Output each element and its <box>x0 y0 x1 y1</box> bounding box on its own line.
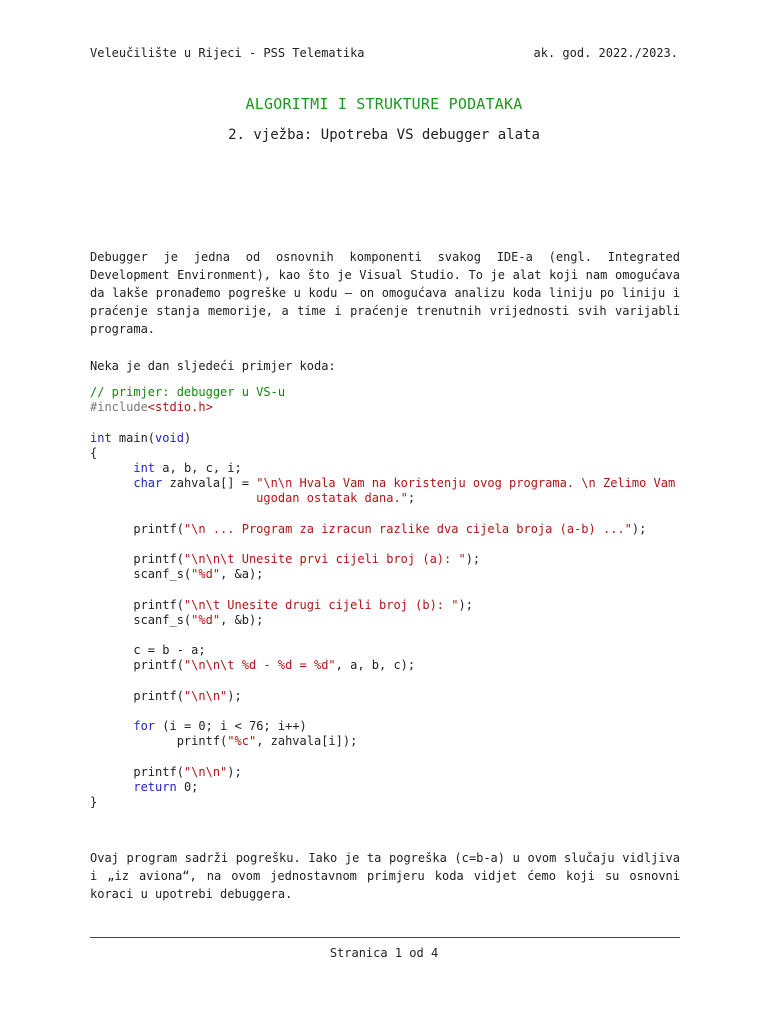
code-string: "\n ... Program za izracun razlike dva cijela broja (a-b) ..." <box>183 521 632 536</box>
closing-paragraph: Ovaj program sadrži pogrešku. Iako je ta pogreška (c=b-a) u ovom slučaju vidljiva i „iz aviona“, na ovom jednostavnom primjeru koda vidjet ćemo koji su osnovni koraci u upotrebi debuggera. <box>90 851 680 901</box>
document-subtitle: 2. vježba: Upotreba VS debugger alata <box>228 127 540 143</box>
code-line-blank <box>90 674 690 689</box>
code-line-blank <box>90 704 690 719</box>
code-include-header: <stdio.h> <box>147 400 213 415</box>
code-text: printf( <box>133 521 184 536</box>
code-text: ); <box>227 688 242 703</box>
code-string: "%d" <box>191 567 221 582</box>
code-text: a, b, c, i; <box>155 460 242 475</box>
code-line-blank <box>90 537 690 552</box>
code-string: "\n\n Hvala Vam na koristenju ovog programa. \n Zelimo Vam <box>256 476 676 491</box>
code-line-assign-c <box>90 643 690 658</box>
code-keyword: char <box>133 476 163 491</box>
code-text: { <box>90 445 98 460</box>
code-keyword: for <box>133 719 156 734</box>
code-text: printf( <box>176 734 228 749</box>
page-header <box>90 46 678 62</box>
code-text: , zahvala[i]); <box>256 734 358 749</box>
header-academic-year: ak. god. 2022./2023. <box>533 46 678 60</box>
code-line-printf-drugi <box>90 598 690 613</box>
code-text: , &a); <box>220 567 264 582</box>
code-line-main <box>90 431 690 446</box>
page-number: Stranica 1 od 4 <box>329 946 439 960</box>
intro-paragraph: Debugger je jedna od osnovnih komponenti svakog IDE-a (engl. Integrated Development Environment), kao što je Visual Studio. To je alat koji nam omogućava da lakše pronađemo pogreške u kodu – on omogućava analizu koda liniju po liniju i praćenje stanja memorije, a time i praćenje trenutnih vrijednosti svih varijabli programa. <box>90 250 680 336</box>
code-text: printf( <box>133 658 184 673</box>
code-string: "\n\t Unesite drugi cijeli broj (b): " <box>183 597 459 612</box>
code-string: "\n\n" <box>183 764 228 779</box>
code-line-printf-program <box>90 522 690 537</box>
code-line-printf-prvi <box>90 552 690 567</box>
code-text: printf( <box>133 597 184 612</box>
code-keyword: return <box>133 779 177 794</box>
code-line-blank <box>90 415 690 430</box>
code-include-directive: #include <box>90 400 148 415</box>
code-intro: Neka je dan sljedeći primjer koda: <box>90 359 336 373</box>
code-text: ; <box>407 491 416 506</box>
code-text: ) <box>183 430 192 445</box>
code-text: printf( <box>133 552 184 567</box>
code-line-scanf-b <box>90 613 690 628</box>
code-string: ugodan ostatak dana." <box>256 491 408 506</box>
code-text: zahvala[] = <box>162 476 257 491</box>
code-line-for <box>90 719 690 734</box>
code-line-scanf-a <box>90 567 690 582</box>
code-text: ); <box>465 552 481 567</box>
code-line-decl-vars <box>90 461 690 476</box>
code-text: } <box>90 795 98 810</box>
code-text: printf( <box>133 764 184 779</box>
code-keyword: int <box>133 460 156 475</box>
code-keyword: int <box>90 430 112 445</box>
code-line-printf-newlines-2 <box>90 765 690 780</box>
code-text: , &b); <box>220 612 264 627</box>
code-line-blank <box>90 750 690 765</box>
code-text: (i = 0; i < 76; i++) <box>155 719 307 734</box>
code-line-zahvala-cont <box>90 491 690 506</box>
code-text: scanf_s( <box>133 567 192 582</box>
footer-divider <box>90 937 680 938</box>
code-text: ); <box>631 521 647 536</box>
code-text: , a, b, c); <box>335 658 416 673</box>
code-line-comment <box>90 385 690 400</box>
code-text: main( <box>111 430 156 445</box>
code-text: c = b - a; <box>133 643 206 658</box>
code-line-brace-close <box>90 795 690 810</box>
code-line-return <box>90 780 690 795</box>
code-line-blank <box>90 582 690 597</box>
code-line-printf-newlines <box>90 689 690 704</box>
code-string: "\n\n" <box>183 688 228 703</box>
code-text: printf( <box>133 688 184 703</box>
code-line-brace-open <box>90 446 690 461</box>
document-title: ALGORITMI I STRUKTURE PODATAKA <box>245 95 523 113</box>
code-text: ); <box>227 764 242 779</box>
code-string: "\n\n\t %d - %d = %d" <box>183 658 336 673</box>
code-line-printf-result <box>90 658 690 673</box>
code-keyword: void <box>155 430 184 445</box>
code-line-decl-zahvala <box>90 476 690 491</box>
code-string: "%d" <box>191 612 221 627</box>
code-string: "\n\n\t Unesite prvi cijeli broj (a): " <box>183 552 466 567</box>
code-text: 0; <box>176 779 199 794</box>
code-listing <box>90 385 690 810</box>
code-text: scanf_s( <box>133 612 192 627</box>
code-line-blank <box>90 507 690 522</box>
code-text: ); <box>458 597 473 612</box>
header-institution: Veleučilište u Rijeci - PSS Telematika <box>90 46 365 60</box>
code-line-printf-char <box>90 734 690 749</box>
code-string: "%c" <box>227 734 257 749</box>
code-comment: // primjer: debugger u VS-u <box>90 385 286 399</box>
code-line-blank <box>90 628 690 643</box>
code-line-include <box>90 400 690 415</box>
